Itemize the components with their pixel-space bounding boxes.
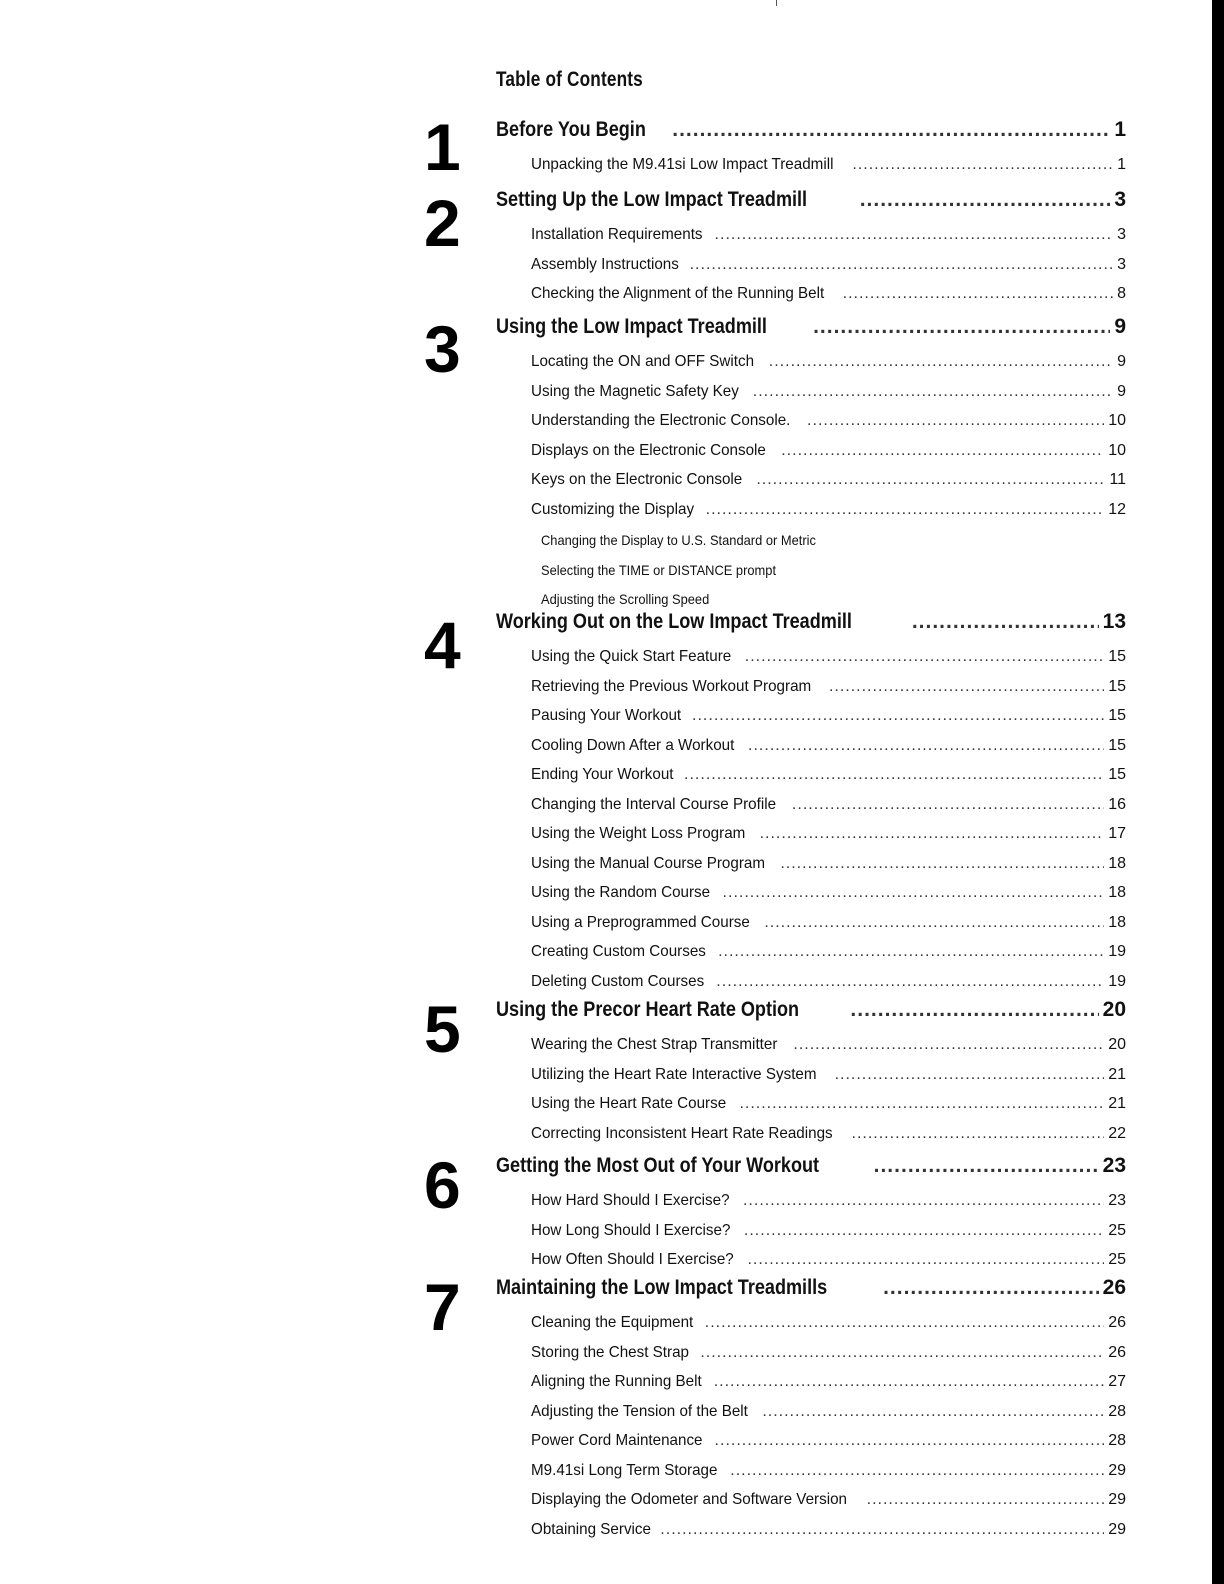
chapter-heading-page-number: 20 (1102, 998, 1126, 1021)
toc-entry[interactable] (531, 1054, 1126, 1084)
toc-entry[interactable] (531, 695, 1126, 725)
toc-entry-label: Wearing the Chest Strap Transmitter (531, 1036, 778, 1053)
toc-entry[interactable] (531, 341, 1126, 371)
toc-entry-page-number: 18 (1108, 913, 1126, 931)
chapter-heading[interactable] (496, 1270, 1126, 1300)
dot-leader (744, 1222, 1104, 1240)
toc-entry-page-number: 15 (1108, 766, 1126, 783)
toc-entry-page-number: 15 (1108, 648, 1126, 665)
toc-entry-page-number: 17 (1108, 825, 1126, 842)
dot-leader (730, 1462, 1104, 1480)
toc-entry[interactable] (531, 273, 1126, 303)
toc-entry[interactable] (531, 1479, 1126, 1509)
toc-entry[interactable] (531, 1239, 1126, 1269)
dot-leader (660, 1521, 1104, 1539)
toc-entry[interactable] (531, 214, 1126, 244)
toc-entry[interactable] (531, 1083, 1126, 1113)
toc-entry-label: Using the Weight Loss Program (531, 825, 746, 842)
toc-entry-label: Cleaning the Equipment (531, 1314, 694, 1331)
toc-entry-label: Displays on the Electronic Console (531, 441, 766, 459)
toc-entry-label: Unpacking the M9.41si Low Impact Treadmill (531, 156, 834, 173)
toc-entry[interactable] (531, 1450, 1126, 1480)
toc-entry[interactable] (531, 636, 1126, 666)
dot-leader (690, 256, 1113, 274)
dot-leader (739, 1095, 1104, 1113)
dot-leader (852, 1125, 1105, 1143)
toc-entry[interactable] (531, 813, 1126, 843)
toc-entry-label: Creating Custom Courses (531, 943, 706, 960)
toc-entry-page-number: 25 (1108, 1251, 1126, 1268)
toc-entry[interactable] (531, 371, 1126, 401)
toc-entry[interactable] (531, 666, 1126, 696)
chapter-heading[interactable] (496, 604, 1126, 634)
dot-leader (760, 825, 1105, 843)
toc-entry-page-number: 3 (1117, 226, 1126, 243)
toc-subentry-label: Adjusting the Scrolling Speed (541, 591, 710, 607)
chapter-heading[interactable] (496, 112, 1126, 142)
toc-entry-label: Pausing Your Workout (531, 707, 682, 724)
chapter-heading-page-number: 26 (1102, 1276, 1126, 1299)
toc-entry[interactable] (531, 1180, 1126, 1210)
toc-entry-label: How Hard Should I Exercise? (531, 1192, 730, 1209)
toc-entry-label: Storing the Chest Strap (531, 1343, 689, 1361)
toc-entry-page-number: 28 (1108, 1402, 1126, 1420)
chapter-heading[interactable] (496, 182, 1126, 212)
dot-leader (780, 855, 1104, 873)
toc-subentry-label: Selecting the TIME or DISTANCE prompt (541, 561, 777, 578)
dot-leader (835, 1066, 1105, 1084)
toc-entry-page-number: 3 (1117, 255, 1126, 273)
toc-entry[interactable] (531, 784, 1126, 814)
chapter-heading-page-number: 1 (1114, 118, 1126, 141)
right-edge-bar (1212, 0, 1224, 1584)
dot-leader (714, 1373, 1105, 1391)
toc-subentry[interactable] (541, 518, 1041, 548)
toc-entry-page-number: 20 (1108, 1036, 1126, 1053)
toc-entry[interactable] (531, 1361, 1126, 1391)
toc-entry-label: Power Cord Maintenance (531, 1432, 703, 1449)
chapter-heading-label: Using the Precor Heart Rate Option (496, 998, 800, 1021)
toc-entry[interactable] (531, 489, 1126, 519)
toc-entry-label: Using the Quick Start Feature (531, 648, 732, 665)
chapter-heading-label: Setting Up the Low Impact Treadmill (496, 188, 808, 211)
toc-entry-label: Understanding the Electronic Console. (531, 412, 791, 429)
toc-entry-label: Customizing the Display (531, 500, 695, 518)
toc-entry-label: Deleting Custom Courses (531, 972, 705, 990)
toc-entry[interactable] (531, 931, 1126, 961)
top-edge-mark (776, 0, 777, 6)
dot-leader (723, 884, 1105, 902)
toc-entry[interactable] (531, 1391, 1126, 1421)
toc-entry[interactable] (531, 459, 1126, 489)
chapter-heading[interactable] (496, 1148, 1126, 1178)
chapter-heading-page-number: 13 (1102, 610, 1126, 633)
toc-entry-label: Adjusting the Tension of the Belt (531, 1402, 748, 1420)
toc-entry-page-number: 10 (1108, 412, 1126, 429)
toc-entry-label: Keys on the Electronic Console (531, 471, 743, 488)
toc-entry-page-number: 18 (1108, 854, 1126, 872)
toc-entry[interactable] (531, 843, 1126, 873)
dot-leader (743, 1192, 1104, 1210)
dot-leader (764, 914, 1104, 932)
toc-entry-label: How Often Should I Exercise? (531, 1251, 734, 1268)
page-title: Table of Contents (496, 68, 643, 91)
dot-leader (692, 707, 1104, 725)
toc-entry-label: Ending Your Workout (531, 766, 674, 783)
toc-entry-page-number: 22 (1108, 1124, 1126, 1142)
chapter-number: 7 (424, 1270, 461, 1344)
dot-leader (756, 471, 1105, 489)
dot-leader (716, 973, 1104, 991)
dot-leader (792, 796, 1104, 814)
toc-entry-page-number: 18 (1108, 884, 1126, 901)
toc-entry-page-number: 15 (1108, 707, 1126, 724)
dot-leader (860, 188, 1111, 212)
toc-entry[interactable] (531, 902, 1126, 932)
dot-leader (813, 315, 1110, 339)
chapter-number: 3 (424, 312, 461, 386)
toc-entry-page-number: 1 (1117, 156, 1126, 173)
dot-leader (715, 1432, 1105, 1450)
toc-entry-page-number: 28 (1108, 1432, 1126, 1449)
dot-leader (748, 737, 1104, 755)
toc-entry-label: Retrieving the Previous Workout Program (531, 677, 812, 695)
chapter-number: 4 (424, 608, 461, 682)
dot-leader (850, 998, 1098, 1022)
toc-entry-label: Locating the ON and OFF Switch (531, 353, 755, 370)
toc-entry[interactable] (531, 1210, 1126, 1240)
dot-leader (852, 156, 1113, 174)
toc-entry[interactable] (531, 430, 1126, 460)
toc-entry-page-number: 29 (1108, 1491, 1126, 1508)
chapter-heading[interactable] (496, 309, 1126, 339)
toc-entry-label: Utilizing the Heart Rate Interactive System (531, 1065, 817, 1083)
dot-leader (781, 442, 1104, 460)
toc-entry-label: Using the Manual Course Program (531, 854, 766, 872)
dot-leader (718, 943, 1104, 961)
toc-entry-page-number: 21 (1108, 1065, 1126, 1083)
dot-leader (769, 353, 1113, 371)
toc-entry[interactable] (531, 1113, 1126, 1143)
toc-entry-label: Using the Magnetic Safety Key (531, 382, 739, 400)
chapter-number: 6 (424, 1148, 461, 1222)
toc-entry-label: Changing the Interval Course Profile (531, 795, 777, 813)
dot-leader (762, 1403, 1104, 1421)
dot-leader (684, 766, 1104, 784)
toc-entry[interactable] (531, 1420, 1126, 1450)
toc-entry-label: Aligning the Running Belt (531, 1373, 702, 1390)
toc-entry-label: Using a Preprogrammed Course (531, 913, 750, 931)
toc-entry-label: How Long Should I Exercise? (531, 1221, 731, 1239)
toc-entry-page-number: 21 (1108, 1095, 1126, 1112)
toc-entry[interactable] (531, 961, 1126, 991)
chapter-heading-label: Getting the Most Out of Your Workout (496, 1154, 820, 1177)
chapter-heading[interactable] (496, 992, 1126, 1022)
dot-leader (843, 285, 1113, 303)
toc-entry-page-number: 19 (1108, 943, 1126, 960)
dot-leader (807, 412, 1104, 430)
toc-subentry[interactable] (541, 577, 1041, 607)
toc-entry-page-number: 9 (1117, 382, 1126, 400)
chapter-heading-label: Before You Begin (496, 118, 646, 141)
chapter-heading-label: Using the Low Impact Treadmill (496, 315, 767, 338)
chapter-number: 1 (424, 110, 461, 184)
toc-subentry-label: Changing the Display to U.S. Standard or Metric (541, 532, 816, 548)
toc-entry-page-number: 19 (1108, 972, 1126, 990)
toc-entry-page-number: 27 (1108, 1373, 1126, 1390)
toc-entry-label: Cooling Down After a Workout (531, 736, 735, 754)
dot-leader (705, 1314, 1104, 1332)
toc-entry-label: Using the Heart Rate Course (531, 1095, 727, 1112)
toc-entry[interactable] (531, 1302, 1126, 1332)
dot-leader (745, 648, 1104, 666)
toc-entry-page-number: 12 (1108, 500, 1126, 518)
dot-leader (706, 501, 1105, 519)
toc-entry[interactable] (531, 400, 1126, 430)
toc-entry-page-number: 9 (1117, 353, 1126, 370)
toc-entry[interactable] (531, 144, 1126, 174)
toc-entry[interactable] (531, 1332, 1126, 1362)
toc-entry-page-number: 16 (1108, 795, 1126, 813)
toc-entry-page-number: 23 (1108, 1192, 1126, 1209)
toc-entry-label: Correcting Inconsistent Heart Rate Readings (531, 1124, 833, 1142)
toc-entry-label: Using the Random Course (531, 884, 711, 901)
chapter-number: 5 (424, 992, 461, 1066)
toc-entry-page-number: 29 (1108, 1461, 1126, 1479)
toc-entry-page-number: 11 (1109, 471, 1126, 488)
dot-leader (874, 1154, 1099, 1178)
toc-entry-page-number: 26 (1108, 1314, 1126, 1331)
toc-entry-label: Displaying the Odometer and Software Version (531, 1491, 847, 1508)
dot-leader (867, 1491, 1105, 1509)
toc-entry[interactable] (531, 754, 1126, 784)
dot-leader (793, 1036, 1104, 1054)
toc-entry-page-number: 25 (1108, 1221, 1126, 1239)
chapter-number: 2 (424, 186, 461, 260)
toc-entry-page-number: 26 (1108, 1343, 1126, 1361)
chapter-heading-page-number: 3 (1114, 188, 1126, 211)
dot-leader (700, 1344, 1104, 1362)
chapter-heading-label: Maintaining the Low Impact Treadmills (496, 1276, 828, 1299)
chapter-heading-label: Working Out on the Low Impact Treadmill (496, 610, 852, 633)
toc-entry[interactable] (531, 244, 1126, 274)
toc-entry-page-number: 29 (1108, 1520, 1126, 1538)
toc-entry-label: Assembly Instructions (531, 255, 679, 273)
dot-leader (672, 118, 1110, 142)
dot-leader (912, 610, 1099, 634)
toc-entry[interactable] (531, 1509, 1126, 1539)
dot-leader (753, 383, 1113, 401)
toc-entry-label: Installation Requirements (531, 226, 703, 243)
dot-leader (883, 1276, 1099, 1300)
toc-entry-label: Checking the Alignment of the Running Belt (531, 285, 825, 302)
toc-entry[interactable] (531, 725, 1126, 755)
chapter-heading-page-number: 23 (1102, 1154, 1126, 1177)
toc-entry-page-number: 8 (1117, 285, 1126, 302)
dot-leader (715, 226, 1114, 244)
toc-entry-page-number: 10 (1108, 441, 1126, 459)
toc-entry-label: M9.41si Long Term Storage (531, 1461, 718, 1479)
toc-entry[interactable] (531, 872, 1126, 902)
toc-entry-label: Obtaining Service (531, 1520, 651, 1538)
chapter-heading-page-number: 9 (1114, 315, 1126, 338)
toc-entry-page-number: 15 (1108, 736, 1126, 754)
toc-entry-page-number: 15 (1108, 677, 1126, 695)
dot-leader (747, 1251, 1104, 1269)
dot-leader (829, 678, 1104, 696)
toc-entry[interactable] (531, 1024, 1126, 1054)
toc-subentry[interactable] (541, 548, 1041, 578)
